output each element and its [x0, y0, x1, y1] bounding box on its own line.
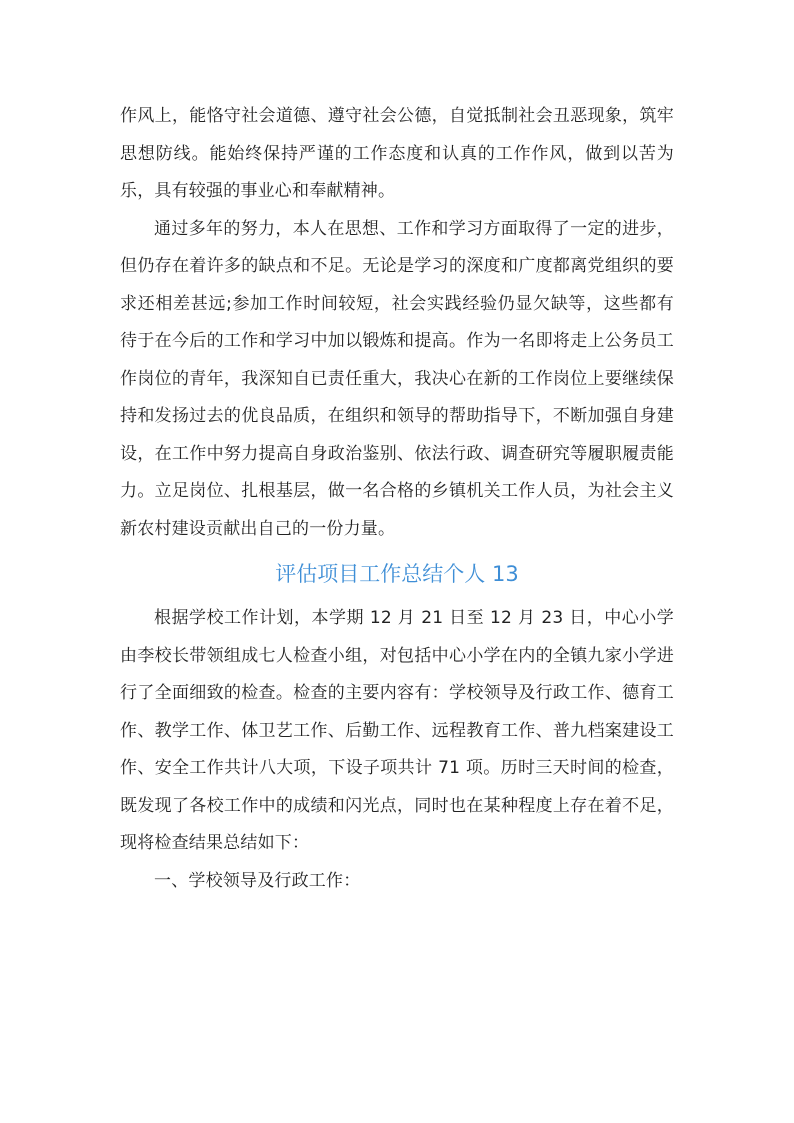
paragraph-work-style: 作风上，能恪守社会道德、遵守社会公德，自觉抵制社会丑恶现象，筑牢思想防线。能始终保持严谨的工作态度和认真的工作作风，做到以苦为乐，具有较强的事业心和奉献精神。: [120, 106, 674, 201]
paragraph-inspection-intro: 根据学校工作计划，本学期 12 月 21 日至 12 月 23 日，中心小学由李校长带领组成七人检查小组，对包括中心小学在内的全镇九家小学进行了全面细致的检查。检查的主要内容有：学校领导及行政工作、德育工作、教学工作、体卫艺工作、后勤工作、远程教育工作、普九档案建设工作、安全工作共计八大项，下设子项共计 71 项。历时三天时间的检查，既发现了各校工作中的成绩和闪光点，同时也在某种程度上存在着不足，现将检查结果总结如下：: [120, 608, 674, 853]
document-page: [120, 98, 674, 900]
section-title: 评估项目工作总结个人 13: [275, 562, 519, 586]
paragraph-self-assessment: 通过多年的努力，本人在思想、工作和学习方面取得了一定的进步，但仍存在着许多的缺点和不足。无论是学习的深度和广度都离党组织的要求还相差甚远;参加工作时间较短，社会实践经验仍显欠缺等，这些都有待于在今后的工作和学习中加以锻炼和提高。作为一名即将走上公务员工作岗位的青年，我深知自已责任重大，我决心在新的工作岗位上要继续保持和发扬过去的优良品质，在组织和领导的帮助指导下，不断加强自身建设，在工作中努力提高自身政治鉴别、依法行政、调查研究等履职履责能力。立足岗位、扎根基层，做一名合格的乡镇机关工作人员，为社会主义新农村建设贡献出自己的一份力量。: [120, 218, 674, 539]
subsection-heading-leadership: 一、学校领导及行政工作：: [154, 870, 361, 891]
